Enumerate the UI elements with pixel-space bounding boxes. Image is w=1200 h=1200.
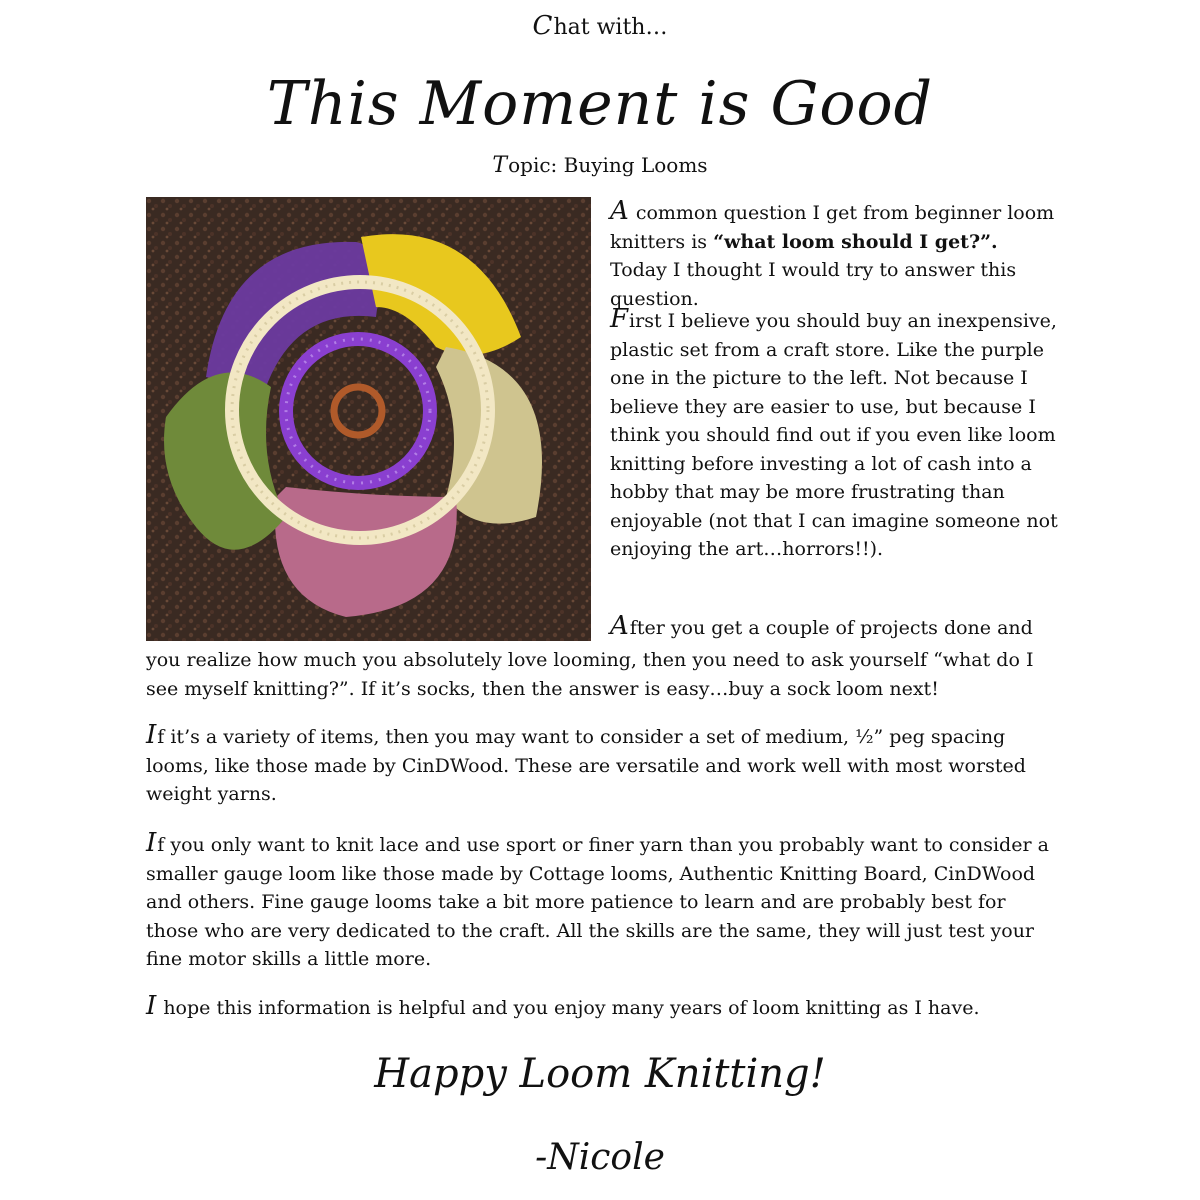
p1-drop-cap: A [610,196,629,226]
paragraph-2 [610,306,1060,564]
p3-drop-cap: A [610,611,629,641]
signature: -Nicole [535,1137,665,1178]
page-title: This Moment is Good [266,69,934,139]
closing-greeting: Happy Loom Knitting! [374,1051,826,1097]
p4-text: f it’s a variety of items, then you may want to consider a set of medium, ½” peg spacing looms, like those made by CinDWood. These are versatile and work well with most worsted weight yarns. [146,726,1026,805]
intro-line [0,8,1200,48]
intro-drop-cap: C [532,11,553,41]
loom-photo [146,197,591,641]
p5-text: f you only want to knit lace and use sport or finer yarn than you probably want to consider a smaller gauge loom like those made by Cottage looms, Authentic Knitting Board, CinDWood and others. Fine gauge looms take a bit more patience to learn and are probably best for those who are very dedicated to the craft. All the skills are the same, they will just test your fine motor skills a little more. [146,834,1049,970]
topic-line [0,148,1200,182]
topic-drop-cap: T [492,153,508,178]
paragraph-3-rest: you realize how much you absolutely love looming, then you need to ask yourself “what do I see myself knitting?”. If it’s socks, then the answer is easy…buy a sock loom next! [146,649,1034,700]
p5-drop-cap: I [146,828,157,858]
p6-drop-cap: I [146,991,157,1021]
paragraph-1 [610,198,1060,313]
paragraph-4 [146,722,1056,809]
p1-bold-question: “what loom should I get?”. [713,230,998,253]
p2-drop-cap: F [610,304,629,334]
p1-text-a: common question I get from beginner loom knitters is [610,202,1055,253]
intro-text: hat with… [553,15,668,40]
p6-text: hope this information is helpful and you enjoy many years of loom knitting as I have. [157,997,980,1019]
p1-text-b: Today I thought I would try to answer this question. [610,259,1017,310]
p4-drop-cap: I [146,720,157,750]
paragraph-6 [146,993,1061,1023]
paragraph-5 [146,830,1061,974]
loom-photo-illustration [146,197,591,641]
p3-text-line1: fter you get a couple of projects done and [629,617,1033,639]
p2-text: irst I believe you should buy an inexpensive, plastic set from a craft store. Like the purple one in the picture to the left. Not because I believe they are easier to use, but because I think you should find out if you even like loom knitting before investing a lot of cash into a hobby that may be more frustrating than enjoyable (not that I can imagine someone not enjoying the art…horrors!!). [610,310,1058,560]
paragraph-3-first-line [610,613,1060,643]
topic-text: opic: Buying Looms [508,153,708,177]
